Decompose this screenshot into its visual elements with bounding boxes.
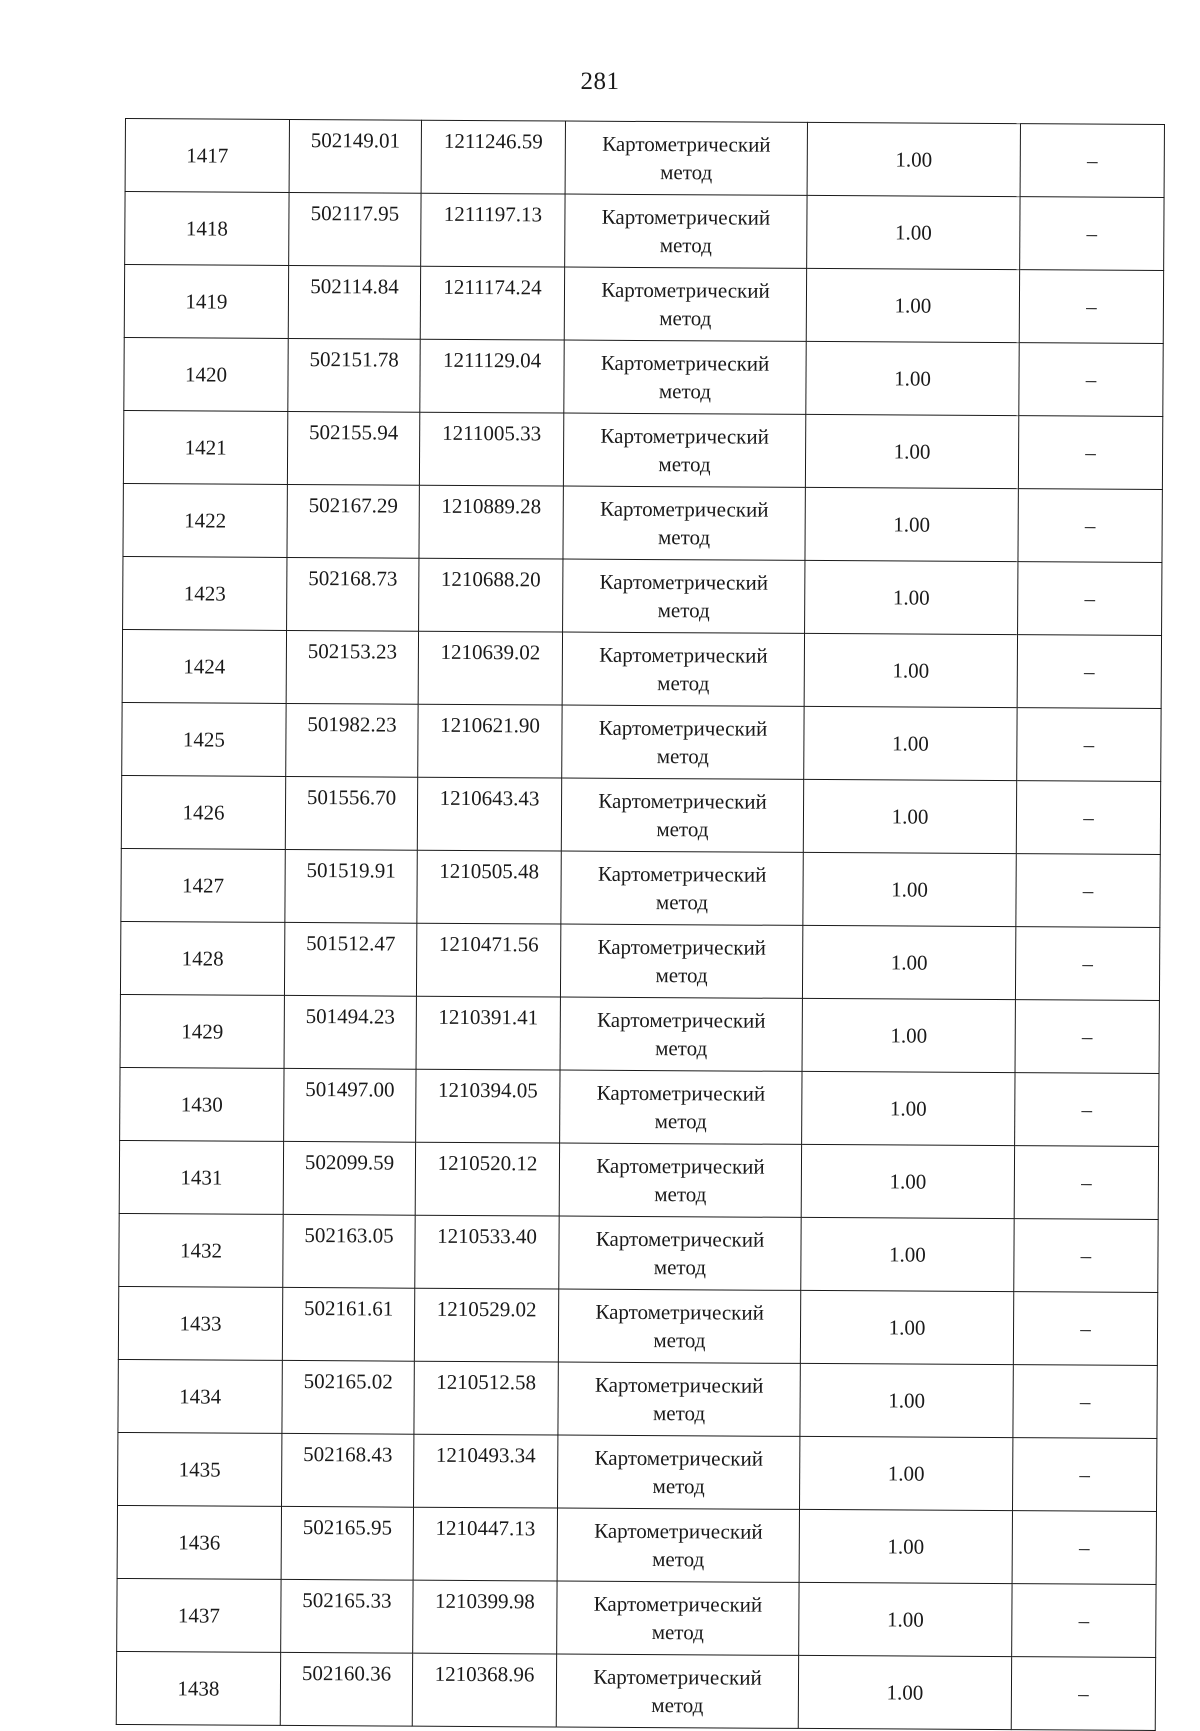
accuracy-cell: 1.00 <box>802 1071 1015 1145</box>
accuracy-cell: 1.00 <box>802 925 1015 999</box>
method-text: Картометрический метод <box>601 204 771 258</box>
y-coordinate-cell: 1210394.05 <box>416 1069 560 1143</box>
table-row <box>124 337 1163 416</box>
x-coordinate-cell: 502151.78 <box>288 338 420 412</box>
description-cell: – <box>1014 1146 1158 1220</box>
y-coordinate-cell: 1210639.02 <box>418 631 562 705</box>
method-text: Картометрический метод <box>593 1664 762 1718</box>
accuracy-cell: 1.00 <box>803 852 1016 926</box>
description-cell: – <box>1019 343 1163 417</box>
table-row <box>117 1505 1156 1584</box>
description-cell: – <box>1013 1292 1157 1366</box>
accuracy-cell: 1.00 <box>807 122 1020 196</box>
method-text: Картометрический метод <box>598 788 767 842</box>
method-cell <box>559 1143 801 1217</box>
y-coordinate-cell: 1210529.02 <box>414 1288 558 1362</box>
x-coordinate-cell: 502153.23 <box>286 630 418 704</box>
x-coordinate-cell: 501512.47 <box>284 922 416 996</box>
description-cell: – <box>1020 124 1164 198</box>
x-coordinate-cell: 502117.95 <box>289 192 421 266</box>
table-row <box>125 192 1164 271</box>
table-row <box>123 556 1162 635</box>
point-number-cell: 1437 <box>117 1578 281 1652</box>
method-cell <box>565 194 807 268</box>
method-text: Картометрический метод <box>600 423 769 477</box>
method-cell <box>560 924 802 998</box>
description-cell: – <box>1020 197 1164 271</box>
accuracy-cell: 1.00 <box>798 1655 1011 1729</box>
x-coordinate-cell: 502165.95 <box>281 1506 413 1580</box>
y-coordinate-cell: 1211174.24 <box>420 266 564 340</box>
description-cell: – <box>1017 635 1161 709</box>
point-number-cell: 1427 <box>121 848 285 922</box>
method-text: Картометрический метод <box>600 350 770 404</box>
point-number-cell: 1426 <box>121 775 285 849</box>
x-coordinate-cell: 502155.94 <box>287 411 419 485</box>
x-coordinate-cell: 501982.23 <box>286 703 418 777</box>
x-coordinate-cell: 502167.29 <box>287 484 419 558</box>
page-number: 281 <box>580 68 620 95</box>
method-text: Картометрический метод <box>593 1591 763 1645</box>
method-text: Картометрический метод <box>601 277 770 331</box>
x-coordinate-cell: 502168.43 <box>282 1433 414 1507</box>
method-cell <box>559 1216 801 1290</box>
point-number-cell: 1430 <box>120 1067 284 1141</box>
accuracy-cell: 1.00 <box>803 779 1016 853</box>
method-text: Картометрический метод <box>599 569 769 623</box>
y-coordinate-cell: 1210621.90 <box>418 704 562 778</box>
table-row <box>120 994 1159 1073</box>
method-cell <box>560 1070 802 1144</box>
y-coordinate-cell: 1210399.98 <box>413 1580 557 1654</box>
accuracy-cell: 1.00 <box>804 706 1017 780</box>
method-cell <box>557 1508 799 1582</box>
method-text: Картометрический метод <box>597 934 767 988</box>
description-cell: – <box>1016 781 1160 855</box>
table-row <box>122 702 1161 781</box>
point-number-cell: 1420 <box>124 337 288 411</box>
table-row <box>116 1651 1155 1730</box>
description-cell: – <box>1012 1511 1156 1585</box>
x-coordinate-cell: 502161.61 <box>282 1287 414 1361</box>
method-cell <box>562 632 804 706</box>
method-text: Картометрический метод <box>599 642 768 696</box>
method-cell <box>556 1654 798 1728</box>
accuracy-cell: 1.00 <box>801 1144 1014 1218</box>
y-coordinate-cell: 1211129.04 <box>420 339 564 413</box>
accuracy-cell: 1.00 <box>799 1509 1012 1583</box>
method-text: Картометрический метод <box>594 1518 763 1572</box>
description-cell: – <box>1018 489 1162 563</box>
accuracy-cell: 1.00 <box>800 1290 1013 1364</box>
description-cell: – <box>1016 854 1160 928</box>
y-coordinate-cell: 1210471.56 <box>416 923 560 997</box>
method-cell <box>563 413 805 487</box>
accuracy-cell: 1.00 <box>805 487 1018 561</box>
table-row <box>120 1067 1159 1146</box>
method-cell <box>564 267 806 341</box>
method-cell <box>560 997 802 1071</box>
x-coordinate-cell: 501556.70 <box>285 776 417 850</box>
y-coordinate-cell: 1211005.33 <box>419 412 563 486</box>
y-coordinate-cell: 1210447.13 <box>413 1507 557 1581</box>
table-row <box>119 1213 1158 1292</box>
method-cell <box>561 851 803 925</box>
table-row <box>118 1359 1157 1438</box>
method-cell <box>558 1289 800 1363</box>
y-coordinate-cell: 1210643.43 <box>417 777 561 851</box>
method-cell <box>564 340 806 414</box>
y-coordinate-cell: 1210505.48 <box>417 850 561 924</box>
y-coordinate-cell: 1210520.12 <box>415 1142 559 1216</box>
method-cell <box>562 705 804 779</box>
method-cell <box>563 486 805 560</box>
x-coordinate-cell: 502163.05 <box>283 1214 415 1288</box>
point-number-cell: 1428 <box>120 921 284 995</box>
point-number-cell: 1421 <box>123 410 287 484</box>
method-cell <box>565 121 807 195</box>
point-number-cell: 1423 <box>123 556 287 630</box>
accuracy-cell: 1.00 <box>805 560 1018 634</box>
description-cell: – <box>1018 562 1162 636</box>
method-cell <box>557 1581 799 1655</box>
y-coordinate-cell: 1210512.58 <box>414 1361 558 1435</box>
table-row <box>121 775 1160 854</box>
table-row <box>117 1578 1156 1657</box>
description-cell: – <box>1017 708 1161 782</box>
accuracy-cell: 1.00 <box>805 414 1018 488</box>
method-text: Картометрический метод <box>597 1007 766 1061</box>
description-cell: – <box>1014 1219 1158 1293</box>
method-text: Картометрический метод <box>594 1445 764 1499</box>
table-row <box>124 265 1163 344</box>
accuracy-cell: 1.00 <box>799 1582 1012 1656</box>
method-text: Картометрический метод <box>599 496 769 550</box>
method-text: Картометрический метод <box>594 1372 764 1426</box>
point-number-cell: 1434 <box>118 1359 282 1433</box>
x-coordinate-cell: 502149.01 <box>289 119 421 193</box>
table-row <box>120 921 1159 1000</box>
point-number-cell: 1429 <box>120 994 284 1068</box>
y-coordinate-cell: 1210688.20 <box>419 558 563 632</box>
description-cell: – <box>1015 1000 1159 1074</box>
coordinates-table-body <box>116 119 1164 1731</box>
table-row <box>123 483 1162 562</box>
accuracy-cell: 1.00 <box>807 195 1020 269</box>
method-text: Картометрический метод <box>595 1299 764 1353</box>
accuracy-cell: 1.00 <box>806 268 1019 342</box>
table-row <box>118 1286 1157 1365</box>
table-row <box>118 1432 1157 1511</box>
x-coordinate-cell: 502099.59 <box>283 1141 415 1215</box>
point-number-cell: 1438 <box>116 1651 280 1725</box>
x-coordinate-cell: 502165.33 <box>281 1579 413 1653</box>
x-coordinate-cell: 502114.84 <box>288 265 420 339</box>
accuracy-cell: 1.00 <box>806 341 1019 415</box>
method-text: Картометрический метод <box>596 1153 765 1207</box>
y-coordinate-cell: 1210368.96 <box>412 1653 556 1727</box>
y-coordinate-cell: 1210391.41 <box>416 996 560 1070</box>
x-coordinate-cell: 501494.23 <box>284 995 416 1069</box>
point-number-cell: 1425 <box>122 702 286 776</box>
accuracy-cell: 1.00 <box>804 633 1017 707</box>
y-coordinate-cell: 1210493.34 <box>414 1434 558 1508</box>
method-text: Картометрический метод <box>595 1226 765 1280</box>
point-number-cell: 1436 <box>117 1505 281 1579</box>
method-cell <box>558 1362 800 1436</box>
point-number-cell: 1418 <box>125 192 289 266</box>
accuracy-cell: 1.00 <box>802 998 1015 1072</box>
point-number-cell: 1432 <box>119 1213 283 1287</box>
point-number-cell: 1419 <box>124 265 288 339</box>
x-coordinate-cell: 502160.36 <box>280 1652 412 1726</box>
description-cell: – <box>1015 1073 1159 1147</box>
x-coordinate-cell: 501519.91 <box>285 849 417 923</box>
x-coordinate-cell: 502168.73 <box>287 557 419 631</box>
method-text: Картометрический метод <box>598 715 768 769</box>
y-coordinate-cell: 1211246.59 <box>421 120 565 194</box>
y-coordinate-cell: 1210889.28 <box>419 485 563 559</box>
description-cell: – <box>1011 1657 1155 1731</box>
table-row <box>122 629 1161 708</box>
description-cell: – <box>1012 1584 1156 1658</box>
coordinates-table <box>116 118 1165 1731</box>
point-number-cell: 1422 <box>123 483 287 557</box>
x-coordinate-cell: 502165.02 <box>282 1360 414 1434</box>
table-row <box>125 119 1164 198</box>
point-number-cell: 1431 <box>119 1140 283 1214</box>
method-text: Картометрический метод <box>596 1080 766 1134</box>
method-text: Картометрический метод <box>597 861 767 915</box>
x-coordinate-cell: 501497.00 <box>284 1068 416 1142</box>
description-cell: – <box>1013 1365 1157 1439</box>
method-text: Картометрический метод <box>602 131 771 185</box>
accuracy-cell: 1.00 <box>799 1436 1012 1510</box>
method-cell <box>563 559 805 633</box>
point-number-cell: 1417 <box>125 119 289 193</box>
accuracy-cell: 1.00 <box>801 1217 1014 1291</box>
method-cell <box>561 778 803 852</box>
point-number-cell: 1435 <box>118 1432 282 1506</box>
table-row <box>119 1140 1158 1219</box>
point-number-cell: 1424 <box>122 629 286 703</box>
accuracy-cell: 1.00 <box>800 1363 1013 1437</box>
description-cell: – <box>1012 1438 1156 1512</box>
table-row <box>121 848 1160 927</box>
description-cell: – <box>1015 927 1159 1001</box>
description-cell: – <box>1018 416 1162 490</box>
description-cell: – <box>1019 270 1163 344</box>
y-coordinate-cell: 1211197.13 <box>421 193 565 267</box>
table-row <box>123 410 1162 489</box>
point-number-cell: 1433 <box>118 1286 282 1360</box>
method-cell <box>558 1435 800 1509</box>
y-coordinate-cell: 1210533.40 <box>415 1215 559 1289</box>
